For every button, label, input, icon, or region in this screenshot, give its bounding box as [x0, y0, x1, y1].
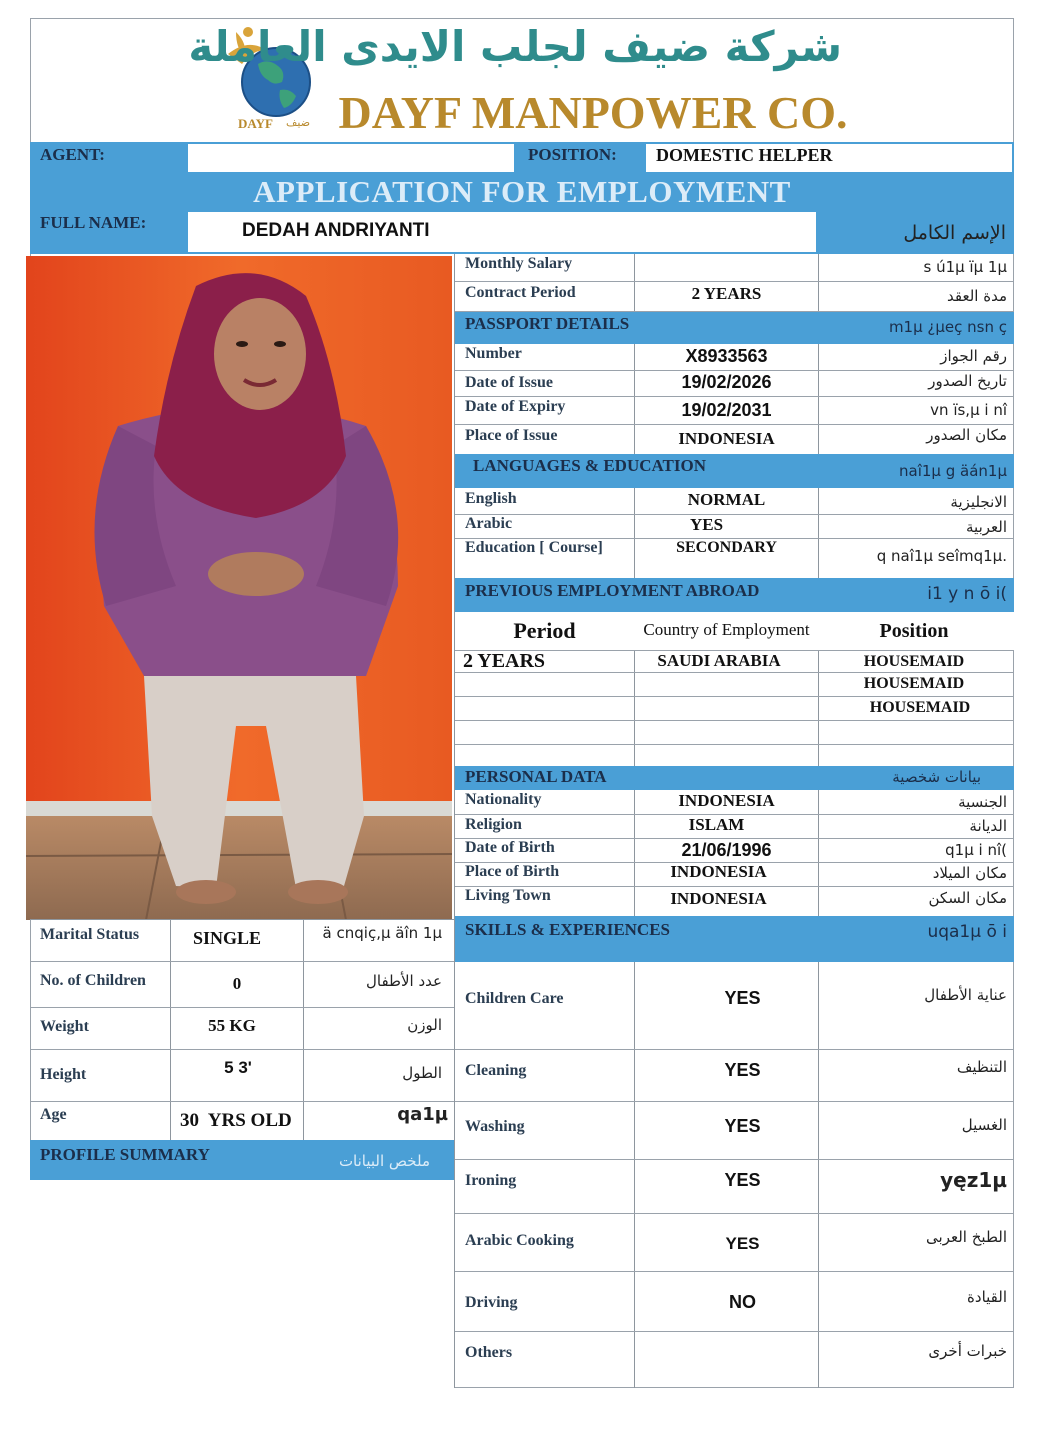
education-value: SECONDARY: [676, 539, 777, 556]
height-ar: الطول: [402, 1064, 442, 1082]
position-field: [646, 144, 1012, 172]
profile-summary-title: PROFILE SUMMARY: [40, 1145, 210, 1164]
arabic-value: YES: [689, 515, 724, 534]
passport-expiry-row: [455, 396, 1014, 424]
age-row: [30, 1102, 454, 1140]
skill-ar: خبرات أخرى: [928, 1342, 1007, 1360]
weight-ar: الوزن: [407, 1016, 442, 1034]
skill-row-cleaning: [455, 1050, 1014, 1102]
passport-number-label: Number: [465, 345, 522, 362]
contract-period-value: 2 YEARS: [691, 284, 762, 303]
previous-row: [455, 650, 1014, 672]
profile-summary-title-ar: ملخص البيانات: [338, 1152, 430, 1170]
previous-title: PREVIOUS EMPLOYMENT ABROAD: [465, 581, 760, 600]
contract-period-ar: مدة العقد: [947, 287, 1007, 305]
passport-place-row: [455, 424, 1014, 454]
passport-expiry-value: 19/02/2031: [681, 400, 772, 420]
previous-title-ar: )i1 y n ō i: [927, 584, 1007, 604]
height-label: Height: [40, 1066, 87, 1083]
grid-line-photo-bottom: [30, 919, 454, 920]
skill-value: YES: [724, 1170, 761, 1190]
logo-text-ar: ضيف: [286, 116, 311, 129]
pob-label: Place of Birth: [465, 863, 560, 880]
previous-col-headers: [455, 612, 1014, 650]
previous-period: 2 YEARS: [463, 650, 546, 672]
age-label: Age: [40, 1106, 67, 1123]
skill-row-ironing: [455, 1160, 1014, 1214]
logo-text-en: DAYF: [238, 116, 273, 131]
agent-field[interactable]: [188, 144, 514, 172]
skill-label: Cleaning: [465, 1062, 527, 1079]
salary-row: [455, 254, 1014, 282]
profile-summary-body: [30, 1180, 454, 1388]
previous-position: HOUSEMAID: [869, 699, 971, 716]
education-row: [455, 538, 1014, 578]
education-ar: .q naî1µ seîmq1µ: [876, 547, 1007, 565]
nationality-value: INDONESIA: [678, 791, 775, 810]
passport-number-value: X8933563: [685, 346, 768, 366]
passport-expiry-ar: vn ïs,µ i nî: [930, 401, 1007, 419]
skill-label: Driving: [465, 1294, 518, 1311]
skill-row-washing: [455, 1102, 1014, 1160]
previous-row: [455, 696, 1014, 720]
arabic-row: [455, 514, 1014, 538]
weight-row: [30, 1008, 454, 1050]
passport-issue-ar: تاريخ الصدور: [928, 372, 1007, 390]
languages-title-ar: naî1µ g äán1µ: [899, 462, 1007, 480]
marital-status-value: SINGLE: [192, 928, 262, 948]
skill-label: Washing: [465, 1118, 525, 1135]
agent-label: AGENT:: [40, 145, 105, 164]
previous-row: [455, 672, 1014, 696]
skill-ar: الغسيل: [961, 1116, 1007, 1134]
dob-ar: )q1µ i nî: [945, 841, 1007, 859]
living-town-label: Living Town: [465, 887, 551, 904]
religion-row: [455, 814, 1014, 838]
previous-header-country: Country of Employment: [643, 620, 810, 639]
english-row: [455, 488, 1014, 514]
english-value: NORMAL: [687, 490, 766, 509]
fullname-label: FULL NAME:: [40, 213, 147, 232]
previous-header-period: Period: [513, 618, 576, 643]
skill-ar: عناية الأطفال: [924, 986, 1007, 1004]
fullname-field: [188, 212, 816, 252]
skill-value: YES: [725, 1234, 760, 1253]
passport-issue-value: 19/02/2026: [681, 372, 772, 392]
skill-row-arabic-cooking: [455, 1214, 1014, 1272]
position-value: DOMESTIC HELPER: [656, 145, 833, 165]
languages-header: [455, 454, 1014, 488]
passport-number-row: [455, 344, 1014, 370]
age-value: 30 YRS OLD: [180, 1110, 292, 1131]
marital-status-label: Marital Status: [40, 926, 140, 943]
dob-value: 21/06/1996: [681, 840, 772, 860]
passport-expiry-label: Date of Expiry: [465, 398, 566, 415]
company-name-ar: شركة ضيف لجلب الايدى العاملة: [188, 22, 842, 71]
languages-title: LANGUAGES & EDUCATION: [473, 456, 706, 475]
passport-issue-row: [455, 370, 1014, 396]
weight-label: Weight: [40, 1018, 89, 1035]
skill-value: YES: [724, 988, 761, 1008]
fullname-ar: الإسم الكامل: [903, 222, 1006, 244]
passport-header: [455, 312, 1014, 344]
previous-country: SAUDI ARABIA: [657, 651, 781, 670]
skill-label: Ironing: [465, 1172, 517, 1189]
english-label: English: [465, 490, 517, 507]
passport-number-ar: رقم الجواز: [940, 347, 1007, 365]
skill-row-driving: [455, 1272, 1014, 1332]
skills-title-ar: uqa1µ ō i: [927, 922, 1007, 942]
skills-title: SKILLS & EXPERIENCES: [465, 920, 671, 939]
profile-summary-header: [30, 1140, 454, 1180]
religion-label: Religion: [465, 816, 522, 833]
salary-label: Monthly Salary: [465, 255, 573, 272]
applicant-photo-image: [26, 256, 452, 920]
applicant-photo: [26, 256, 452, 920]
skill-row-others: [455, 1332, 1014, 1388]
skill-label: Children Care: [465, 990, 564, 1007]
religion-ar: الديانة: [969, 817, 1007, 835]
skills-header: [455, 916, 1014, 962]
passport-place-label: Place of Issue: [465, 427, 558, 444]
passport-place-ar: مكان الصدور: [926, 426, 1007, 444]
passport-title-ar: m1µ ¿µeç nsn ç: [888, 318, 1007, 336]
pob-ar: مكان الميلاد: [932, 864, 1007, 882]
arabic-label: Arabic: [465, 515, 513, 532]
skill-ar: الطبخ العربى: [926, 1228, 1007, 1246]
english-ar: الانجليزية: [950, 493, 1007, 511]
dob-label: Date of Birth: [465, 839, 555, 856]
fullname-value: DEDAH ANDRIYANTI: [242, 220, 430, 241]
nationality-ar: الجنسية: [958, 793, 1007, 811]
previous-position: HOUSEMAID: [863, 653, 965, 670]
skill-ar: القيادة: [967, 1288, 1007, 1306]
company-name-en: DAYF MANPOWER CO.: [338, 87, 848, 138]
religion-value: ISLAM: [688, 815, 745, 834]
height-row: [30, 1050, 454, 1102]
skill-ar: yęz1µ: [940, 1168, 1007, 1192]
contract-period-label: Contract Period: [465, 284, 576, 301]
skill-value: NO: [729, 1292, 756, 1312]
nationality-row: [455, 790, 1014, 814]
skill-value: YES: [724, 1116, 761, 1136]
previous-position: HOUSEMAID: [863, 675, 965, 692]
personal-title-ar: بيانات شخصية: [892, 768, 981, 786]
skill-row-children-care: [455, 962, 1014, 1050]
skill-value: YES: [724, 1060, 761, 1080]
pob-row: [455, 862, 1014, 886]
contract-period-row: [455, 282, 1014, 312]
passport-issue-label: Date of Issue: [465, 374, 553, 391]
personal-title: PERSONAL DATA: [465, 767, 607, 786]
children-value: 0: [232, 974, 242, 993]
dob-row: [455, 838, 1014, 862]
pob-value: INDONESIA: [670, 862, 767, 881]
previous-row: [455, 744, 1014, 766]
skill-ar: التنظيف: [956, 1058, 1007, 1076]
marital-status-ar: ä cnqiç,µ äîn 1µ: [322, 924, 442, 942]
previous-header: [455, 578, 1014, 612]
previous-row: [455, 720, 1014, 744]
living-town-value: INDONESIA: [670, 889, 767, 908]
arabic-ar: العربية: [966, 518, 1007, 536]
previous-header-position: Position: [879, 620, 949, 642]
children-row: [30, 962, 454, 1008]
marital-status-row: [30, 920, 454, 962]
age-ar: qa1µ: [397, 1104, 448, 1125]
form-title: APPLICATION FOR EMPLOYMENT: [253, 174, 791, 209]
nationality-label: Nationality: [465, 791, 542, 808]
passport-title: PASSPORT DETAILS: [465, 314, 630, 333]
passport-place-value: INDONESIA: [678, 429, 775, 448]
height-value: 5 3': [224, 1058, 252, 1077]
living-town-row: [455, 886, 1014, 916]
salary-ar: s ú1µ ïµ 1µ: [923, 258, 1007, 276]
skill-label: Arabic Cooking: [465, 1232, 574, 1249]
personal-header: [455, 766, 1014, 790]
education-label: Education [ Course]: [465, 539, 603, 556]
children-ar: عدد الأطفال: [366, 972, 442, 990]
position-label: POSITION:: [528, 145, 617, 164]
skill-label: Others: [465, 1344, 513, 1361]
weight-value: 55 KG: [208, 1016, 256, 1035]
living-town-ar: مكان السكن: [928, 889, 1007, 907]
children-label: No. of Children: [40, 972, 146, 989]
